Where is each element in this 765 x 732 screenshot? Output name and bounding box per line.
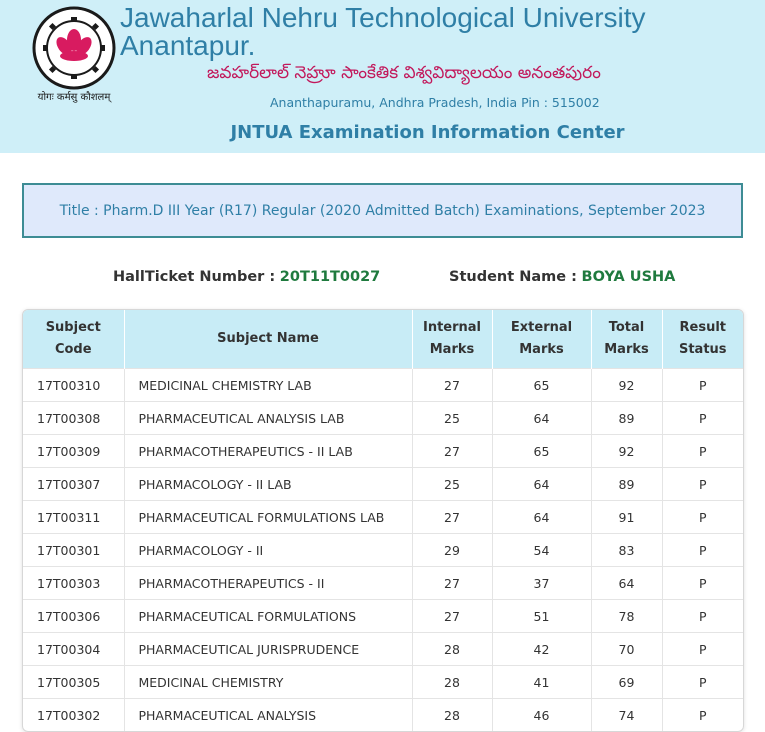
internal-marks-cell: 25 xyxy=(412,468,492,501)
internal-marks-cell: 25 xyxy=(412,402,492,435)
table-row xyxy=(23,600,743,633)
total-marks-cell: 69 xyxy=(591,666,662,699)
table-row xyxy=(23,435,743,468)
hallticket-info xyxy=(113,269,380,285)
student-name-info xyxy=(449,269,675,285)
result-status-cell: P xyxy=(662,600,743,633)
external-marks-cell: 46 xyxy=(492,699,591,732)
header-subject-name: Subject Name xyxy=(124,310,412,369)
hallticket-value: 20T11T0027 xyxy=(279,269,381,285)
subject-name-cell: MEDICINAL CHEMISTRY xyxy=(124,666,412,699)
subject-name-cell: MEDICINAL CHEMISTRY LAB xyxy=(124,369,412,402)
external-marks-cell: 65 xyxy=(492,435,591,468)
subject-name-cell: PHARMACEUTICAL JURISPRUDENCE xyxy=(124,633,412,666)
external-marks-cell: 64 xyxy=(492,468,591,501)
subject-code-cell: 17T00309 xyxy=(23,435,124,468)
subject-code-cell: 17T00311 xyxy=(23,501,124,534)
internal-marks-cell: 28 xyxy=(412,633,492,666)
internal-marks-cell: 27 xyxy=(412,501,492,534)
subject-code-cell: 17T00305 xyxy=(23,666,124,699)
table-row xyxy=(23,699,743,732)
table-row xyxy=(23,567,743,600)
header-total-marks: Total Marks xyxy=(591,310,662,369)
header-internal-marks: Internal Marks xyxy=(412,310,492,369)
hallticket-label: HallTicket Number : xyxy=(113,269,276,285)
table-row xyxy=(23,468,743,501)
external-marks-cell: 37 xyxy=(492,567,591,600)
subject-name-cell: PHARMACEUTICAL ANALYSIS LAB xyxy=(124,402,412,435)
table-row xyxy=(23,666,743,699)
table-header-row xyxy=(23,310,743,369)
internal-marks-cell: 27 xyxy=(412,369,492,402)
header-external-marks: External Marks xyxy=(492,310,591,369)
subject-code-cell: 17T00306 xyxy=(23,600,124,633)
subject-code-cell: 17T00310 xyxy=(23,369,124,402)
result-status-cell: P xyxy=(662,435,743,468)
university-header xyxy=(0,0,765,153)
result-status-cell: P xyxy=(662,633,743,666)
subject-code-cell: 17T00304 xyxy=(23,633,124,666)
subject-name-cell: PHARMACEUTICAL FORMULATIONS xyxy=(124,600,412,633)
result-status-cell: P xyxy=(662,666,743,699)
university-address: Ananthapuramu, Andhra Pradesh, India Pin : 515002 xyxy=(270,95,600,110)
university-logo-icon xyxy=(26,6,122,104)
results-table xyxy=(23,310,743,731)
internal-marks-cell: 28 xyxy=(412,699,492,732)
subject-name-cell: PHARMACEUTICAL ANALYSIS xyxy=(124,699,412,732)
total-marks-cell: 64 xyxy=(591,567,662,600)
subject-code-cell: 17T00308 xyxy=(23,402,124,435)
result-status-cell: P xyxy=(662,534,743,567)
subject-name-cell: PHARMACOLOGY - II xyxy=(124,534,412,567)
internal-marks-cell: 27 xyxy=(412,435,492,468)
table-row xyxy=(23,501,743,534)
result-status-cell: P xyxy=(662,402,743,435)
total-marks-cell: 92 xyxy=(591,435,662,468)
total-marks-cell: 78 xyxy=(591,600,662,633)
table-row xyxy=(23,534,743,567)
total-marks-cell: 83 xyxy=(591,534,662,567)
internal-marks-cell: 28 xyxy=(412,666,492,699)
subject-name-cell: PHARMACOTHERAPEUTICS - II LAB xyxy=(124,435,412,468)
subject-code-cell: 17T00302 xyxy=(23,699,124,732)
total-marks-cell: 89 xyxy=(591,468,662,501)
total-marks-cell: 70 xyxy=(591,633,662,666)
table-row xyxy=(23,369,743,402)
external-marks-cell: 54 xyxy=(492,534,591,567)
subject-name-cell: PHARMACOTHERAPEUTICS - II xyxy=(124,567,412,600)
subject-code-cell: 17T00303 xyxy=(23,567,124,600)
university-name: Jawaharlal Nehru Technological University Anantapur. xyxy=(120,2,646,61)
svg-text:योगः कर्मसु कौशलम्: योगः कर्मसु कौशलम् xyxy=(37,92,111,103)
university-name-telugu: జవహర్‌లాల్ నెహ్రూ సాంకేతిక విశ్వవిద్యాలయం అనంతపురం xyxy=(207,63,601,83)
table-row xyxy=(23,633,743,666)
subject-name-cell: PHARMACEUTICAL FORMULATIONS LAB xyxy=(124,501,412,534)
result-status-cell: P xyxy=(662,501,743,534)
exam-title: Title : Pharm.D III Year (R17) Regular (2020 Admitted Batch) Examinations, September 2023 xyxy=(59,202,706,219)
result-status-cell: P xyxy=(662,567,743,600)
external-marks-cell: 64 xyxy=(492,402,591,435)
result-status-cell: P xyxy=(662,699,743,732)
table-row xyxy=(23,402,743,435)
external-marks-cell: 51 xyxy=(492,600,591,633)
center-title: JNTUA Examination Information Center xyxy=(230,122,625,143)
result-status-cell: P xyxy=(662,468,743,501)
total-marks-cell: 92 xyxy=(591,369,662,402)
external-marks-cell: 64 xyxy=(492,501,591,534)
external-marks-cell: 41 xyxy=(492,666,591,699)
header-result-status: Result Status xyxy=(662,310,743,369)
total-marks-cell: 89 xyxy=(591,402,662,435)
student-name-value: BOYA USHA xyxy=(581,269,676,285)
exam-title-box xyxy=(22,183,743,238)
header-subject-code: Subject Code xyxy=(23,310,124,369)
subject-code-cell: 17T00307 xyxy=(23,468,124,501)
total-marks-cell: 74 xyxy=(591,699,662,732)
internal-marks-cell: 27 xyxy=(412,600,492,633)
external-marks-cell: 65 xyxy=(492,369,591,402)
internal-marks-cell: 29 xyxy=(412,534,492,567)
subject-name-cell: PHARMACOLOGY - II LAB xyxy=(124,468,412,501)
student-name-label: Student Name : xyxy=(449,269,577,285)
results-table-container xyxy=(22,309,744,732)
result-status-cell: P xyxy=(662,369,743,402)
subject-code-cell: 17T00301 xyxy=(23,534,124,567)
internal-marks-cell: 27 xyxy=(412,567,492,600)
external-marks-cell: 42 xyxy=(492,633,591,666)
total-marks-cell: 91 xyxy=(591,501,662,534)
